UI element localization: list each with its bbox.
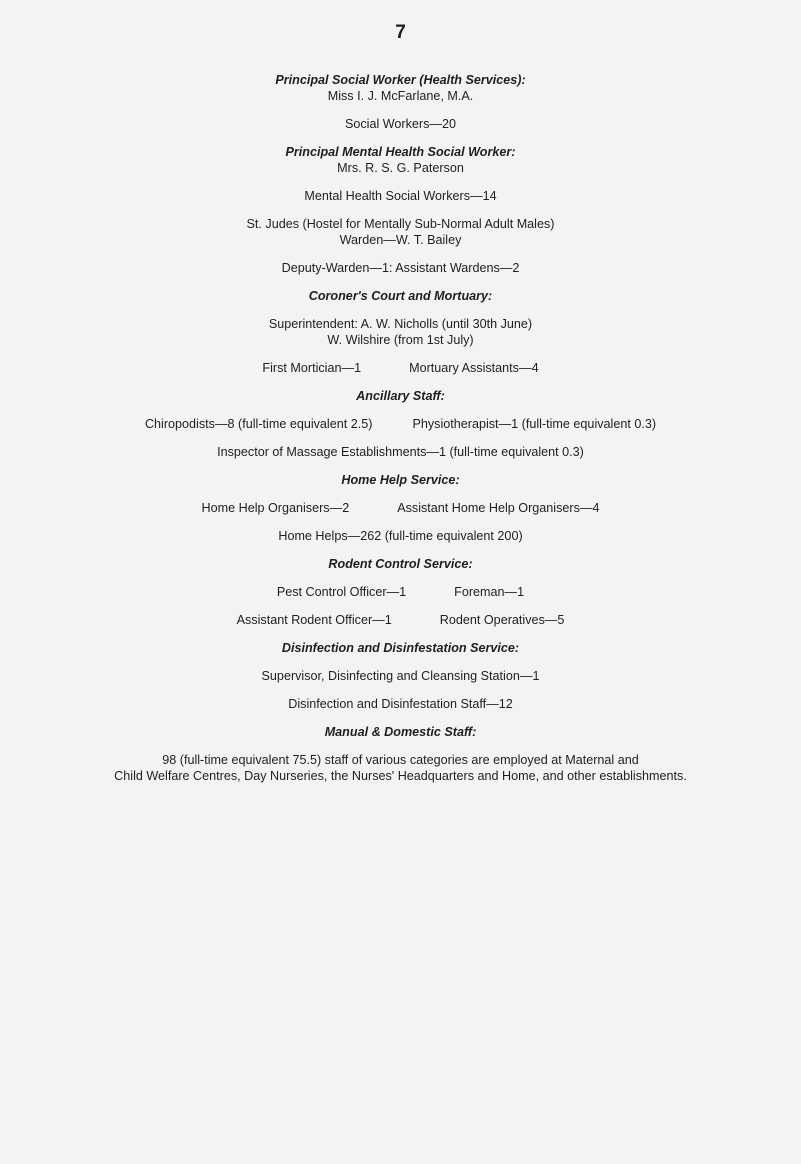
rodent-row-2 (0, 612, 801, 628)
disinfection-supervisor: Supervisor, Disinfecting and Cleansing Station—1 (261, 669, 540, 683)
manual-line-2: Child Welfare Centres, Day Nurseries, the Nurses' Headquarters and Home, and other establishments. (114, 769, 687, 783)
rodent-heading: Rodent Control Service: (328, 557, 473, 571)
mortuary-assistants: Mortuary Assistants—4 (409, 361, 539, 375)
rodent-row-1 (0, 584, 801, 600)
home-help-organisers: Home Help Organisers—2 (201, 501, 350, 515)
st-judes-deputies: Deputy-Warden—1: Assistant Wardens—2 (281, 261, 520, 275)
st-judes-warden: Warden—W. T. Bailey (339, 233, 462, 247)
home-helps: Home Helps—262 (full-time equivalent 200) (278, 529, 523, 543)
mental-health-workers-count: Mental Health Social Workers—14 (304, 189, 497, 203)
home-help-organisers-row (0, 500, 801, 516)
rodent-operatives: Rodent Operatives—5 (439, 613, 565, 627)
principal-mental-health-heading: Principal Mental Health Social Worker: (285, 145, 516, 159)
staff-listing (0, 72, 801, 784)
home-help-heading: Home Help Service: (341, 473, 460, 487)
principal-social-worker-heading: Principal Social Worker (Health Services): (275, 73, 526, 87)
page-number: 7 (395, 22, 406, 43)
principal-social-worker-name: Miss I. J. McFarlane, M.A. (327, 89, 474, 103)
manual-heading: Manual & Domestic Staff: (324, 725, 477, 739)
physiotherapist: Physiotherapist—1 (full-time equivalent 0.3) (412, 417, 657, 431)
ancillary-row (0, 416, 801, 432)
first-mortician: First Mortician—1 (262, 361, 362, 375)
coroners-staff-row (0, 360, 801, 376)
social-workers-count: Social Workers—20 (344, 117, 457, 131)
st-judes-title: St. Judes (Hostel for Mentally Sub-Normal Adult Males) (246, 217, 555, 231)
ancillary-heading: Ancillary Staff: (356, 389, 445, 403)
coroners-wilshire: W. Wilshire (from 1st July) (327, 333, 474, 347)
disinfection-heading: Disinfection and Disinfestation Service: (281, 641, 520, 655)
massage-inspector: Inspector of Massage Establishments—1 (full-time equivalent 0.3) (217, 445, 584, 459)
disinfection-staff: Disinfection and Disinfestation Staff—12 (288, 697, 513, 711)
assistant-home-help-organisers: Assistant Home Help Organisers—4 (397, 501, 600, 515)
manual-line-1: 98 (full-time equivalent 75.5) staff of various categories are employed at Maternal and (162, 753, 639, 767)
foreman: Foreman—1 (454, 585, 525, 599)
principal-mental-health-name: Mrs. R. S. G. Paterson (337, 161, 464, 175)
chiropodists: Chiropodists—8 (full-time equivalent 2.5) (144, 417, 373, 431)
pest-control-officer: Pest Control Officer—1 (276, 585, 407, 599)
assistant-rodent-officer: Assistant Rodent Officer—1 (236, 613, 392, 627)
coroners-superintendent: Superintendent: A. W. Nicholls (until 30th June) (268, 317, 533, 331)
coroners-heading: Coroner's Court and Mortuary: (308, 289, 493, 303)
